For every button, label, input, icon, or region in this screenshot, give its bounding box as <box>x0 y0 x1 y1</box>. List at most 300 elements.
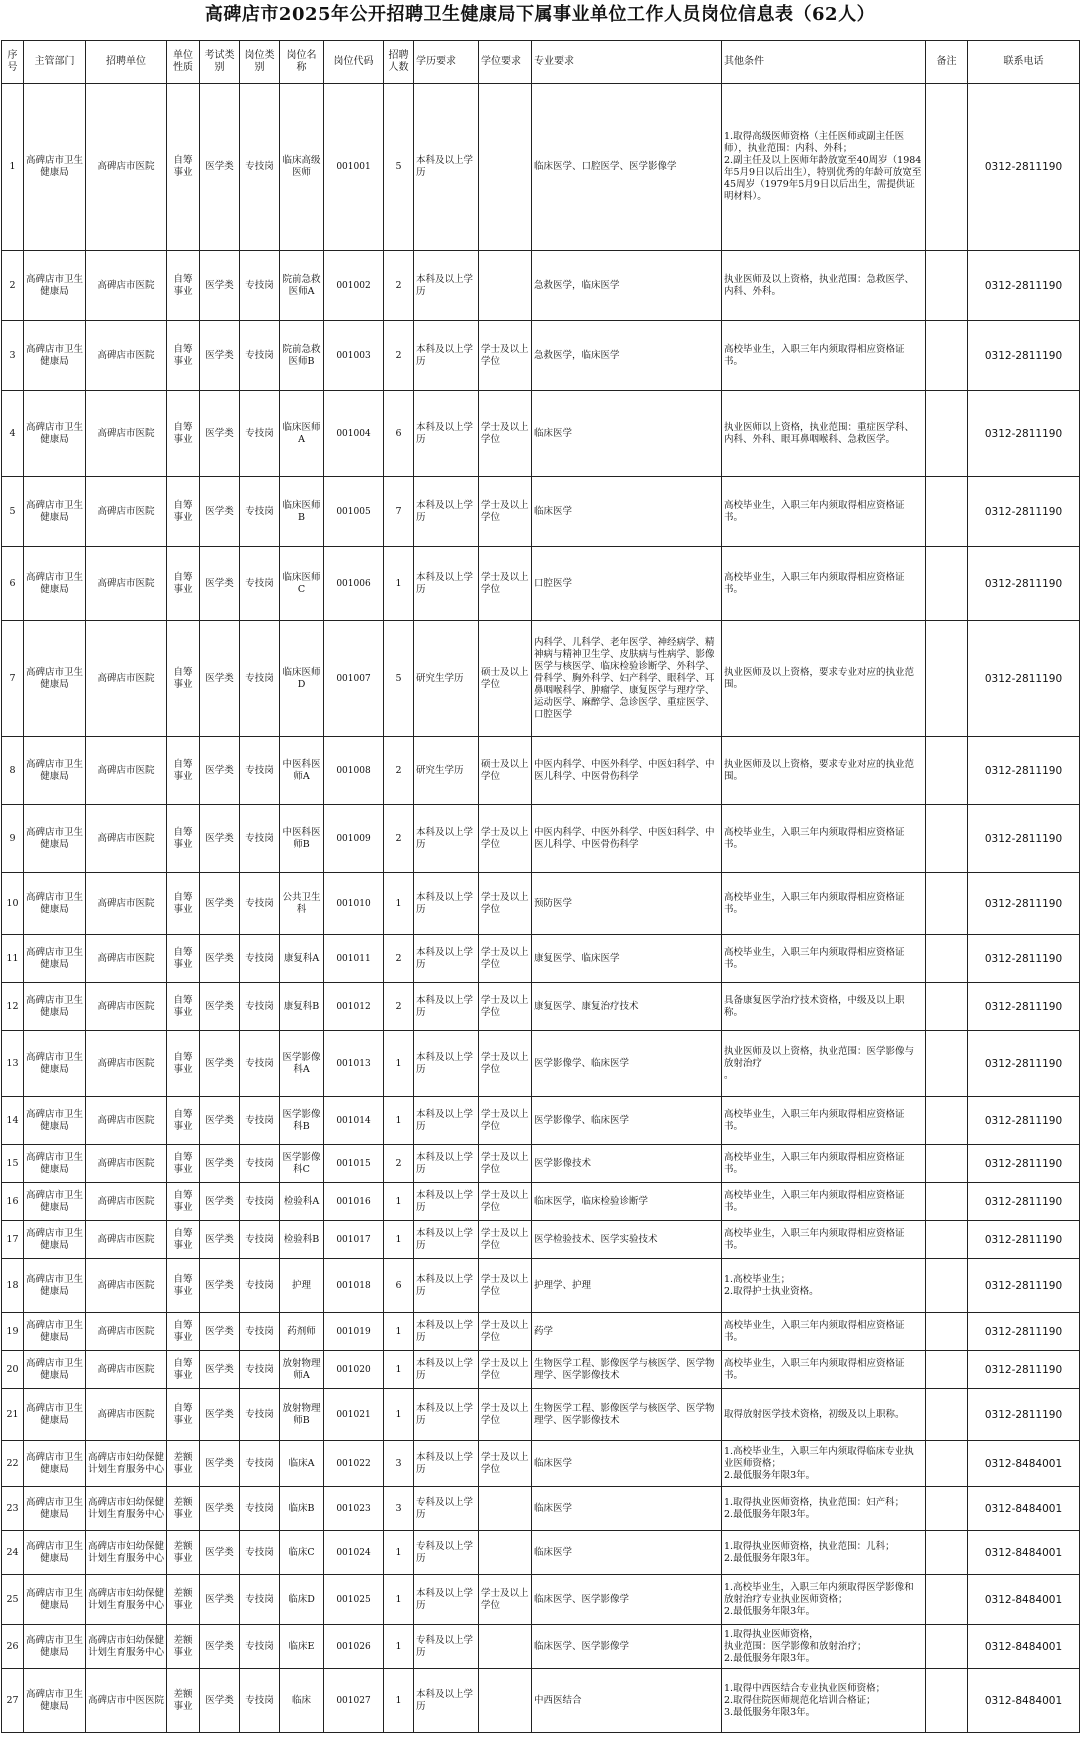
cell-note <box>926 1531 968 1575</box>
cell-note <box>926 391 968 477</box>
cell-pname: 临床C <box>280 1531 324 1575</box>
cell-no: 19 <box>2 1313 24 1351</box>
cell-dept: 高碑店市卫生健康局 <box>24 84 86 251</box>
cell-phone: 0312-2811190 <box>968 391 1080 477</box>
cell-nature: 自筹事业 <box>167 477 200 547</box>
cell-degree: 学士及以上学位 <box>479 983 532 1031</box>
header-col-nature: 单位性质 <box>167 41 200 84</box>
cell-nature: 自筹事业 <box>167 84 200 251</box>
cell-unit: 高碑店市医院 <box>86 873 167 935</box>
header-col-exam: 考试类别 <box>200 41 240 84</box>
cell-nature: 差额事业 <box>167 1625 200 1669</box>
cell-unit: 高碑店市医院 <box>86 391 167 477</box>
cell-phone: 0312-2811190 <box>968 1097 1080 1145</box>
cell-unit: 高碑店市医院 <box>86 935 167 983</box>
cell-code: 001011 <box>324 935 384 983</box>
cell-code: 001023 <box>324 1487 384 1531</box>
cell-unit: 高碑店市妇幼保健计划生育服务中心 <box>86 1531 167 1575</box>
cell-dept: 高碑店市卫生健康局 <box>24 1097 86 1145</box>
cell-nature: 自筹事业 <box>167 547 200 621</box>
cell-note <box>926 1669 968 1733</box>
cell-note <box>926 1389 968 1441</box>
cell-phone: 0312-2811190 <box>968 251 1080 321</box>
cell-code: 001019 <box>324 1313 384 1351</box>
cell-nature: 自筹事业 <box>167 1351 200 1389</box>
cell-degree: 学士及以上学位 <box>479 1221 532 1259</box>
cell-dept: 高碑店市卫生健康局 <box>24 737 86 805</box>
cell-no: 25 <box>2 1575 24 1625</box>
cell-note <box>926 1313 968 1351</box>
cell-nature: 差额事业 <box>167 1441 200 1487</box>
cell-phone: 0312-2811190 <box>968 547 1080 621</box>
cell-unit: 高碑店市医院 <box>86 805 167 873</box>
cell-nature: 自筹事业 <box>167 391 200 477</box>
cell-count: 1 <box>384 1183 414 1221</box>
cell-edu: 专科及以上学历 <box>414 1487 479 1531</box>
cell-edu: 本科及以上学历 <box>414 873 479 935</box>
cell-other: 高校毕业生，入职三年内须取得相应资格证书。 <box>722 1097 926 1145</box>
cell-degree: 学士及以上学位 <box>479 1031 532 1097</box>
cell-major: 中西医结合 <box>532 1669 722 1733</box>
cell-phone: 0312-2811190 <box>968 1221 1080 1259</box>
cell-pname: 康复科B <box>280 983 324 1031</box>
cell-exam: 医学类 <box>200 737 240 805</box>
table-row <box>2 1031 1080 1097</box>
cell-code: 001020 <box>324 1351 384 1389</box>
cell-exam: 医学类 <box>200 1097 240 1145</box>
cell-degree <box>479 1487 532 1531</box>
cell-degree: 硕士及以上学位 <box>479 737 532 805</box>
table-row <box>2 983 1080 1031</box>
cell-exam: 医学类 <box>200 935 240 983</box>
cell-phone: 0312-8484001 <box>968 1625 1080 1669</box>
cell-edu: 本科及以上学历 <box>414 84 479 251</box>
cell-ptype: 专技岗 <box>240 1313 280 1351</box>
cell-count: 3 <box>384 1441 414 1487</box>
cell-phone: 0312-2811190 <box>968 84 1080 251</box>
cell-degree: 学士及以上学位 <box>479 1441 532 1487</box>
table-row <box>2 1259 1080 1313</box>
cell-edu: 本科及以上学历 <box>414 1097 479 1145</box>
cell-no: 5 <box>2 477 24 547</box>
cell-other: 执业医师及以上资格，要求专业对应的执业范围。 <box>722 621 926 737</box>
cell-exam: 医学类 <box>200 1031 240 1097</box>
cell-major: 临床医学 <box>532 1441 722 1487</box>
cell-nature: 差额事业 <box>167 1575 200 1625</box>
cell-count: 1 <box>384 1575 414 1625</box>
cell-nature: 自筹事业 <box>167 1145 200 1183</box>
cell-other: 高校毕业生，入职三年内须取得相应资格证书。 <box>722 477 926 547</box>
cell-degree: 学士及以上学位 <box>479 477 532 547</box>
cell-no: 4 <box>2 391 24 477</box>
cell-major: 中医内科学、中医外科学、中医妇科学、中医儿科学、中医骨伤科学 <box>532 805 722 873</box>
cell-dept: 高碑店市卫生健康局 <box>24 935 86 983</box>
cell-note <box>926 1221 968 1259</box>
table-row <box>2 1389 1080 1441</box>
cell-other: 1.取得执业医师资格， 执业范围：医学影像和放射治疗； 2.最低服务年限3年。 <box>722 1625 926 1669</box>
cell-major: 临床医学，临床检验诊断学 <box>532 1183 722 1221</box>
cell-major: 临床医学 <box>532 1531 722 1575</box>
table-row <box>2 737 1080 805</box>
cell-unit: 高碑店市医院 <box>86 477 167 547</box>
cell-no: 10 <box>2 873 24 935</box>
cell-other: 高校毕业生，入职三年内须取得相应资格证书。 <box>722 1145 926 1183</box>
cell-count: 5 <box>384 84 414 251</box>
cell-phone: 0312-8484001 <box>968 1441 1080 1487</box>
cell-count: 7 <box>384 477 414 547</box>
cell-unit: 高碑店市医院 <box>86 1031 167 1097</box>
cell-phone: 0312-2811190 <box>968 477 1080 547</box>
header-col-dept: 主管部门 <box>24 41 86 84</box>
cell-edu: 研究生学历 <box>414 621 479 737</box>
cell-edu: 本科及以上学历 <box>414 1145 479 1183</box>
table-row <box>2 1441 1080 1487</box>
cell-major: 护理学、护理 <box>532 1259 722 1313</box>
cell-code: 001025 <box>324 1575 384 1625</box>
cell-code: 001005 <box>324 477 384 547</box>
cell-no: 11 <box>2 935 24 983</box>
cell-ptype: 专技岗 <box>240 1487 280 1531</box>
cell-major: 内科学、儿科学、老年医学、神经病学、精神病与精神卫生学、皮肤病与性病学、影像医学与核医学、临床检验诊断学、外科学、骨科学、胸外科学、妇产科学、眼科学、耳鼻咽喉科学、肿瘤学、康复医学与理疗学、运动医学、麻醉学、急诊医学、重症医学、口腔医学 <box>532 621 722 737</box>
header-row <box>2 41 1080 84</box>
cell-degree: 学士及以上学位 <box>479 1389 532 1441</box>
cell-dept: 高碑店市卫生健康局 <box>24 1183 86 1221</box>
cell-note <box>926 84 968 251</box>
cell-ptype: 专技岗 <box>240 1183 280 1221</box>
header-col-edu: 学历要求 <box>414 41 479 84</box>
cell-dept: 高碑店市卫生健康局 <box>24 805 86 873</box>
cell-dept: 高碑店市卫生健康局 <box>24 873 86 935</box>
cell-exam: 医学类 <box>200 805 240 873</box>
cell-unit: 高碑店市医院 <box>86 621 167 737</box>
cell-degree: 学士及以上学位 <box>479 1183 532 1221</box>
cell-pname: 临床医师A <box>280 391 324 477</box>
cell-ptype: 专技岗 <box>240 391 280 477</box>
table-row <box>2 84 1080 251</box>
cell-exam: 医学类 <box>200 477 240 547</box>
cell-ptype: 专技岗 <box>240 251 280 321</box>
cell-dept: 高碑店市卫生健康局 <box>24 1575 86 1625</box>
cell-pname: 临床医师D <box>280 621 324 737</box>
cell-note <box>926 737 968 805</box>
cell-unit: 高碑店市医院 <box>86 1259 167 1313</box>
table-row <box>2 1531 1080 1575</box>
cell-note <box>926 1031 968 1097</box>
cell-code: 001016 <box>324 1183 384 1221</box>
table-row <box>2 391 1080 477</box>
cell-count: 1 <box>384 1669 414 1733</box>
cell-exam: 医学类 <box>200 1221 240 1259</box>
cell-nature: 自筹事业 <box>167 321 200 391</box>
cell-phone: 0312-2811190 <box>968 983 1080 1031</box>
cell-code: 001015 <box>324 1145 384 1183</box>
cell-ptype: 专技岗 <box>240 1389 280 1441</box>
table-row <box>2 621 1080 737</box>
cell-other: 高校毕业生，入职三年内须取得相应资格证书。 <box>722 1183 926 1221</box>
cell-code: 001024 <box>324 1531 384 1575</box>
cell-nature: 自筹事业 <box>167 1183 200 1221</box>
cell-dept: 高碑店市卫生健康局 <box>24 251 86 321</box>
cell-count: 1 <box>384 1221 414 1259</box>
cell-ptype: 专技岗 <box>240 621 280 737</box>
cell-no: 3 <box>2 321 24 391</box>
cell-other: 1.高校毕业生，入职三年内须取得临床专业执业医师资格； 2.最低服务年限3年。 <box>722 1441 926 1487</box>
cell-degree: 学士及以上学位 <box>479 1313 532 1351</box>
cell-degree: 学士及以上学位 <box>479 1259 532 1313</box>
cell-note <box>926 1145 968 1183</box>
cell-nature: 自筹事业 <box>167 983 200 1031</box>
cell-count: 1 <box>384 1351 414 1389</box>
cell-other: 1.取得高级医师资格（主任医师或副主任医师），执业范围：内科、外科； 2.副主任及以上医师年龄放宽至40周岁（1984年5月9日以后出生），特别优秀的年龄可放宽至45周岁（1979年5月9日以后出生，需提供证明材料）。 <box>722 84 926 251</box>
cell-note <box>926 873 968 935</box>
cell-edu: 专科及以上学历 <box>414 1531 479 1575</box>
table-row <box>2 1575 1080 1625</box>
cell-unit: 高碑店市医院 <box>86 1221 167 1259</box>
cell-nature: 自筹事业 <box>167 873 200 935</box>
cell-code: 001021 <box>324 1389 384 1441</box>
cell-no: 8 <box>2 737 24 805</box>
cell-phone: 0312-2811190 <box>968 1389 1080 1441</box>
table-row <box>2 1669 1080 1733</box>
cell-note <box>926 321 968 391</box>
cell-other: 高校毕业生，入职三年内须取得相应资格证书。 <box>722 1313 926 1351</box>
table-body <box>2 84 1080 1733</box>
cell-count: 1 <box>384 547 414 621</box>
cell-no: 9 <box>2 805 24 873</box>
cell-dept: 高碑店市卫生健康局 <box>24 391 86 477</box>
cell-code: 001013 <box>324 1031 384 1097</box>
cell-note <box>926 1183 968 1221</box>
cell-pname: 院前急救医师B <box>280 321 324 391</box>
table-row <box>2 1625 1080 1669</box>
cell-exam: 医学类 <box>200 1389 240 1441</box>
cell-edu: 本科及以上学历 <box>414 547 479 621</box>
cell-no: 1 <box>2 84 24 251</box>
header-col-code: 岗位代码 <box>324 41 384 84</box>
header-col-ptype: 岗位类别 <box>240 41 280 84</box>
cell-count: 1 <box>384 1389 414 1441</box>
cell-ptype: 专技岗 <box>240 321 280 391</box>
cell-phone: 0312-2811190 <box>968 321 1080 391</box>
cell-edu: 本科及以上学历 <box>414 1575 479 1625</box>
cell-code: 001004 <box>324 391 384 477</box>
cell-note <box>926 251 968 321</box>
cell-count: 6 <box>384 1259 414 1313</box>
cell-no: 16 <box>2 1183 24 1221</box>
cell-code: 001003 <box>324 321 384 391</box>
cell-major: 临床医学 <box>532 391 722 477</box>
cell-unit: 高碑店市医院 <box>86 1183 167 1221</box>
cell-phone: 0312-2811190 <box>968 873 1080 935</box>
cell-exam: 医学类 <box>200 1313 240 1351</box>
cell-edu: 本科及以上学历 <box>414 1351 479 1389</box>
cell-pname: 护理 <box>280 1259 324 1313</box>
cell-major: 医学影像学、临床医学 <box>532 1097 722 1145</box>
cell-count: 2 <box>384 935 414 983</box>
cell-degree: 学士及以上学位 <box>479 321 532 391</box>
cell-exam: 医学类 <box>200 1575 240 1625</box>
cell-ptype: 专技岗 <box>240 1441 280 1487</box>
cell-nature: 自筹事业 <box>167 1313 200 1351</box>
cell-major: 医学影像学、临床医学 <box>532 1031 722 1097</box>
header-col-count: 招聘人数 <box>384 41 414 84</box>
cell-ptype: 专技岗 <box>240 873 280 935</box>
cell-degree: 学士及以上学位 <box>479 1351 532 1389</box>
table-row <box>2 1183 1080 1221</box>
cell-unit: 高碑店市妇幼保健计划生育服务中心 <box>86 1487 167 1531</box>
cell-code: 001008 <box>324 737 384 805</box>
cell-dept: 高碑店市卫生健康局 <box>24 1625 86 1669</box>
cell-note <box>926 1441 968 1487</box>
cell-nature: 自筹事业 <box>167 935 200 983</box>
cell-unit: 高碑店市医院 <box>86 1145 167 1183</box>
header-col-note: 备注 <box>926 41 968 84</box>
cell-dept: 高碑店市卫生健康局 <box>24 1259 86 1313</box>
cell-degree: 学士及以上学位 <box>479 873 532 935</box>
table-row <box>2 1145 1080 1183</box>
cell-degree <box>479 1625 532 1669</box>
cell-other: 高校毕业生，入职三年内须取得相应资格证书。 <box>722 321 926 391</box>
cell-no: 13 <box>2 1031 24 1097</box>
cell-other: 高校毕业生，入职三年内须取得相应资格证书。 <box>722 547 926 621</box>
cell-dept: 高碑店市卫生健康局 <box>24 1441 86 1487</box>
cell-no: 22 <box>2 1441 24 1487</box>
cell-no: 23 <box>2 1487 24 1531</box>
cell-other: 高校毕业生，入职三年内须取得相应资格证书。 <box>722 935 926 983</box>
cell-exam: 医学类 <box>200 1669 240 1733</box>
cell-unit: 高碑店市医院 <box>86 1097 167 1145</box>
cell-exam: 医学类 <box>200 1625 240 1669</box>
cell-major: 药学 <box>532 1313 722 1351</box>
cell-note <box>926 1097 968 1145</box>
cell-pname: 公共卫生科 <box>280 873 324 935</box>
cell-dept: 高碑店市卫生健康局 <box>24 477 86 547</box>
cell-no: 6 <box>2 547 24 621</box>
cell-dept: 高碑店市卫生健康局 <box>24 1389 86 1441</box>
cell-count: 1 <box>384 1097 414 1145</box>
table-row <box>2 251 1080 321</box>
cell-unit: 高碑店市妇幼保健计划生育服务中心 <box>86 1441 167 1487</box>
cell-degree <box>479 84 532 251</box>
cell-other: 1.高校毕业生，入职三年内须取得医学影像和放射治疗专业执业医师资格； 2.最低服务年限3年。 <box>722 1575 926 1625</box>
cell-count: 3 <box>384 1487 414 1531</box>
cell-major: 预防医学 <box>532 873 722 935</box>
cell-other: 执业医师及以上资格，执业范围：急救医学、内科、外科。 <box>722 251 926 321</box>
cell-ptype: 专技岗 <box>240 1351 280 1389</box>
cell-note <box>926 1351 968 1389</box>
cell-other: 高校毕业生，入职三年内须取得相应资格证书。 <box>722 1221 926 1259</box>
cell-no: 14 <box>2 1097 24 1145</box>
cell-pname: 药剂师 <box>280 1313 324 1351</box>
cell-degree: 学士及以上学位 <box>479 391 532 477</box>
cell-major: 临床医学 <box>532 477 722 547</box>
cell-edu: 本科及以上学历 <box>414 935 479 983</box>
cell-no: 27 <box>2 1669 24 1733</box>
cell-count: 2 <box>384 1145 414 1183</box>
cell-pname: 医学影像科B <box>280 1097 324 1145</box>
cell-ptype: 专技岗 <box>240 1145 280 1183</box>
cell-edu: 本科及以上学历 <box>414 321 479 391</box>
cell-edu: 研究生学历 <box>414 737 479 805</box>
cell-count: 1 <box>384 1625 414 1669</box>
cell-ptype: 专技岗 <box>240 477 280 547</box>
cell-exam: 医学类 <box>200 621 240 737</box>
header-col-other: 其他条件 <box>722 41 926 84</box>
cell-pname: 临床E <box>280 1625 324 1669</box>
cell-other: 高校毕业生，入职三年内须取得相应资格证书。 <box>722 873 926 935</box>
table-row <box>2 1351 1080 1389</box>
cell-ptype: 专技岗 <box>240 1031 280 1097</box>
cell-code: 001006 <box>324 547 384 621</box>
cell-note <box>926 1625 968 1669</box>
cell-degree: 学士及以上学位 <box>479 1145 532 1183</box>
cell-degree: 学士及以上学位 <box>479 1097 532 1145</box>
cell-other: 高校毕业生，入职三年内须取得相应资格证书。 <box>722 805 926 873</box>
cell-other: 执业医师及以上资格，要求专业对应的执业范围。 <box>722 737 926 805</box>
cell-code: 001012 <box>324 983 384 1031</box>
cell-dept: 高碑店市卫生健康局 <box>24 1669 86 1733</box>
cell-pname: 医学影像科A <box>280 1031 324 1097</box>
positions-table <box>1 40 1080 1733</box>
cell-no: 2 <box>2 251 24 321</box>
cell-unit: 高碑店市医院 <box>86 1313 167 1351</box>
cell-major: 医学检验技术、医学实验技术 <box>532 1221 722 1259</box>
cell-ptype: 专技岗 <box>240 84 280 251</box>
cell-major: 临床医学、医学影像学 <box>532 1575 722 1625</box>
cell-degree <box>479 251 532 321</box>
cell-pname: 放射物理师A <box>280 1351 324 1389</box>
table-row <box>2 477 1080 547</box>
cell-dept: 高碑店市卫生健康局 <box>24 1031 86 1097</box>
table-row <box>2 1221 1080 1259</box>
cell-exam: 医学类 <box>200 873 240 935</box>
cell-exam: 医学类 <box>200 1441 240 1487</box>
cell-dept: 高碑店市卫生健康局 <box>24 621 86 737</box>
cell-count: 6 <box>384 391 414 477</box>
cell-code: 001010 <box>324 873 384 935</box>
cell-dept: 高碑店市卫生健康局 <box>24 983 86 1031</box>
cell-edu: 本科及以上学历 <box>414 983 479 1031</box>
table-row <box>2 1487 1080 1531</box>
cell-other: 1.取得执业医师资格，执业范围：妇产科； 2.最低服务年限3年。 <box>722 1487 926 1531</box>
cell-exam: 医学类 <box>200 391 240 477</box>
cell-count: 2 <box>384 737 414 805</box>
cell-count: 2 <box>384 983 414 1031</box>
cell-other: 高校毕业生，入职三年内须取得相应资格证书。 <box>722 1351 926 1389</box>
cell-phone: 0312-2811190 <box>968 1351 1080 1389</box>
cell-code: 001018 <box>324 1259 384 1313</box>
cell-ptype: 专技岗 <box>240 1221 280 1259</box>
cell-code: 001007 <box>324 621 384 737</box>
cell-major: 生物医学工程、影像医学与核医学、医学物理学、医学影像技术 <box>532 1351 722 1389</box>
cell-nature: 自筹事业 <box>167 1097 200 1145</box>
cell-nature: 自筹事业 <box>167 621 200 737</box>
cell-unit: 高碑店市医院 <box>86 321 167 391</box>
cell-edu: 本科及以上学历 <box>414 477 479 547</box>
cell-exam: 医学类 <box>200 1487 240 1531</box>
cell-edu: 专科及以上学历 <box>414 1625 479 1669</box>
cell-exam: 医学类 <box>200 547 240 621</box>
cell-nature: 自筹事业 <box>167 805 200 873</box>
cell-note <box>926 983 968 1031</box>
cell-nature: 差额事业 <box>167 1487 200 1531</box>
cell-degree: 学士及以上学位 <box>479 935 532 983</box>
cell-other: 取得放射医学技术资格，初级及以上职称。 <box>722 1389 926 1441</box>
cell-note <box>926 935 968 983</box>
cell-ptype: 专技岗 <box>240 1625 280 1669</box>
cell-degree: 硕士及以上学位 <box>479 621 532 737</box>
cell-count: 5 <box>384 621 414 737</box>
